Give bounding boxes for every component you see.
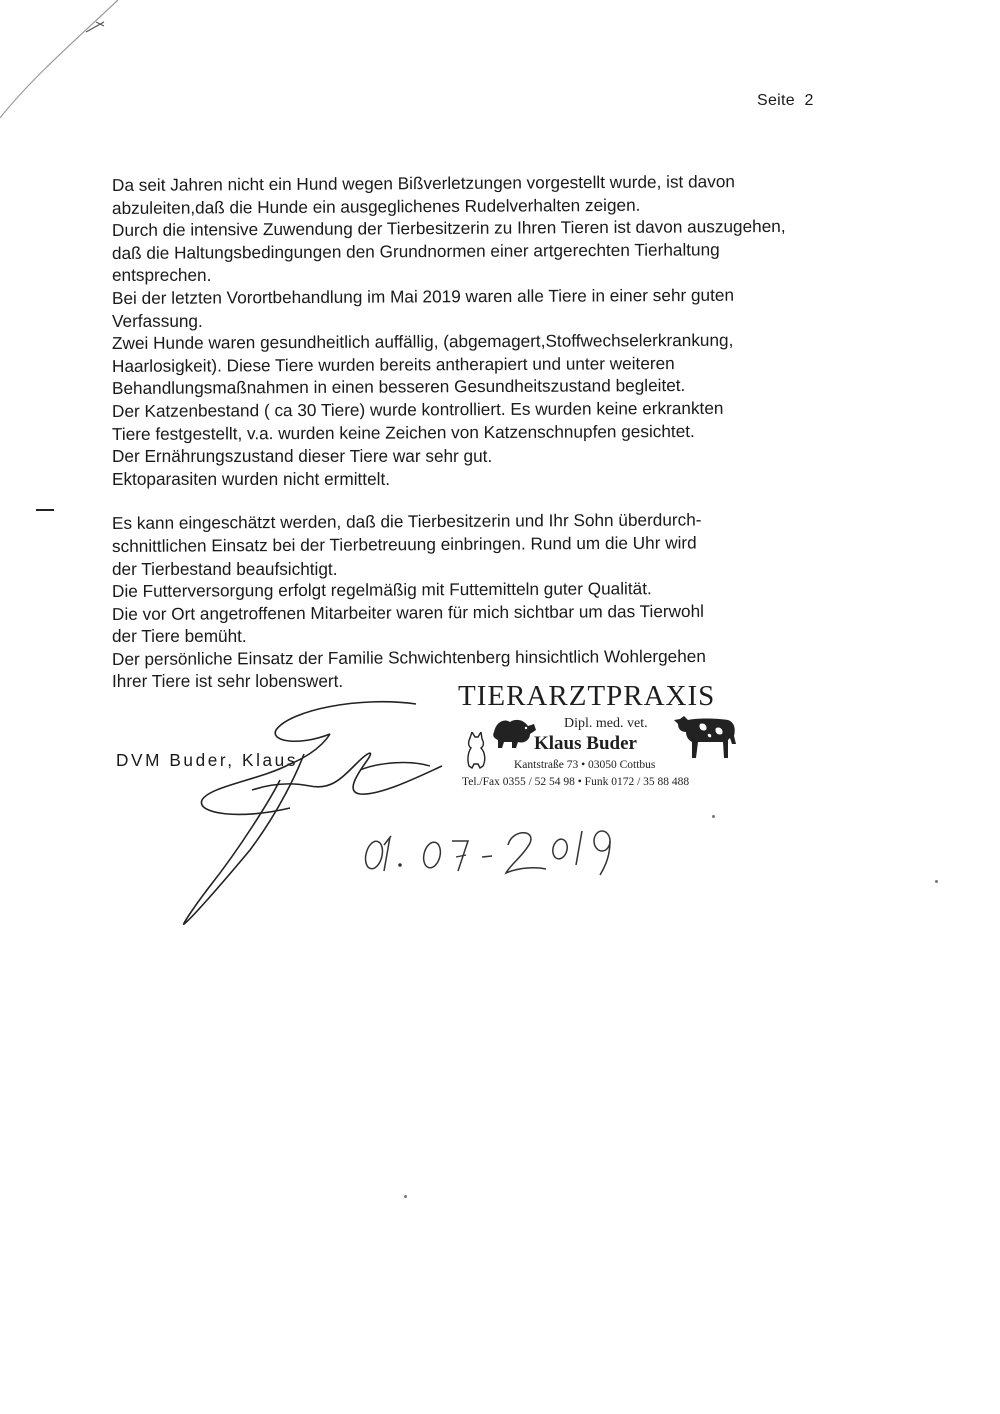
author-name: DVM Buder, Klaus: [116, 750, 299, 770]
paper-speck: [935, 880, 938, 883]
body-line: der Tierbestand beaufsichtigt.: [112, 558, 338, 579]
body-line: abzuleiten,daß die Hunde ein ausgeglichenes Rudelverhalten zeigen.: [111, 194, 641, 218]
body-line: schnittlichen Einsatz bei der Tierbetreuung einbringen. Rund um die Uhr wird: [111, 532, 697, 556]
body-line: Die Futterversorgung erfolgt regelmäßig mit Futtemitteln guter Qualität.: [111, 578, 652, 602]
body-line: Durch die intensive Zuwendung der Tierbesitzerin zu Ihren Tieren ist davon auszugehen,: [111, 216, 786, 241]
body-line: Tiere festgestellt, v.a. wurden keine Zeichen von Katzenschnupfen gesichtet.: [111, 420, 695, 444]
body-line: Die vor Ort angetroffenen Mitarbeiter waren für mich sichtbar um das Tierwohl: [111, 600, 704, 624]
paper-speck: [404, 1195, 407, 1198]
stamp-phone: Tel./Fax 0355 / 52 54 98 • Funk 0172 / 35 88 488: [462, 776, 690, 788]
body-line: Verfassung.: [112, 310, 203, 331]
body-line: Der Katzenbestand ( ca 30 Tiere) wurde kontrolliert. Es wurden keine erkrankten: [111, 397, 724, 421]
page-number: Seite 2: [757, 92, 814, 109]
stamp-vet-name: Klaus Buder: [534, 733, 637, 754]
letter-body: [111, 171, 852, 693]
stamp-degree: Dipl. med. vet.: [564, 716, 648, 731]
body-line: Haarlosigkeit). Diese Tiere wurden bereits antherapiert und unter weiteren: [111, 352, 675, 376]
body-line: Der persönliche Einsatz der Familie Schwichtenberg hinsichtlich Wohlergehen: [111, 645, 706, 669]
margin-dash-mark: [36, 509, 54, 511]
cow-icon: [672, 710, 742, 766]
body-line: Ektoparasiten wurden nicht ermittelt.: [112, 468, 390, 489]
dog-icon: [490, 712, 538, 750]
practice-stamp: [452, 680, 742, 800]
body-line: Behandlungsmaßnahmen in einen besseren Gesundheitszustand begleitet.: [111, 375, 686, 399]
body-line: Ihrer Tiere ist sehr lobenswert.: [112, 671, 344, 692]
handwritten-date: [360, 815, 640, 890]
body-line: Es kann eingeschätzt werden, daß die Tierbesitzerin und Ihr Sohn überdurch-: [111, 509, 702, 534]
body-line: Bei der letzten Vorortbehandlung im Mai 2019 waren alle Tiere in einer sehr guten: [111, 284, 735, 308]
body-line: entsprechen.: [112, 265, 212, 286]
body-line: Zwei Hunde waren gesundheitlich auffällig, (abgemagert,Stoffwechselerkrankung,: [111, 329, 734, 354]
paper-speck: [712, 815, 715, 818]
body-line: Da seit Jahren nicht ein Hund wegen Bißverletzungen vorgestellt wurde, ist davon: [111, 171, 735, 195]
stamp-address: Kantstraße 73 • 03050 Cottbus: [514, 759, 656, 771]
body-line: der Tiere bemüht.: [112, 626, 247, 647]
stamp-title: TIERARZTPRAXIS: [458, 680, 716, 712]
folded-corner-mark: [0, 0, 140, 140]
body-line: daß die Haltungsbedingungen den Grundnormen einer artgerechten Tierhaltung: [111, 239, 720, 263]
body-line: Der Ernährungszustand dieser Tiere war sehr gut.: [112, 446, 493, 467]
